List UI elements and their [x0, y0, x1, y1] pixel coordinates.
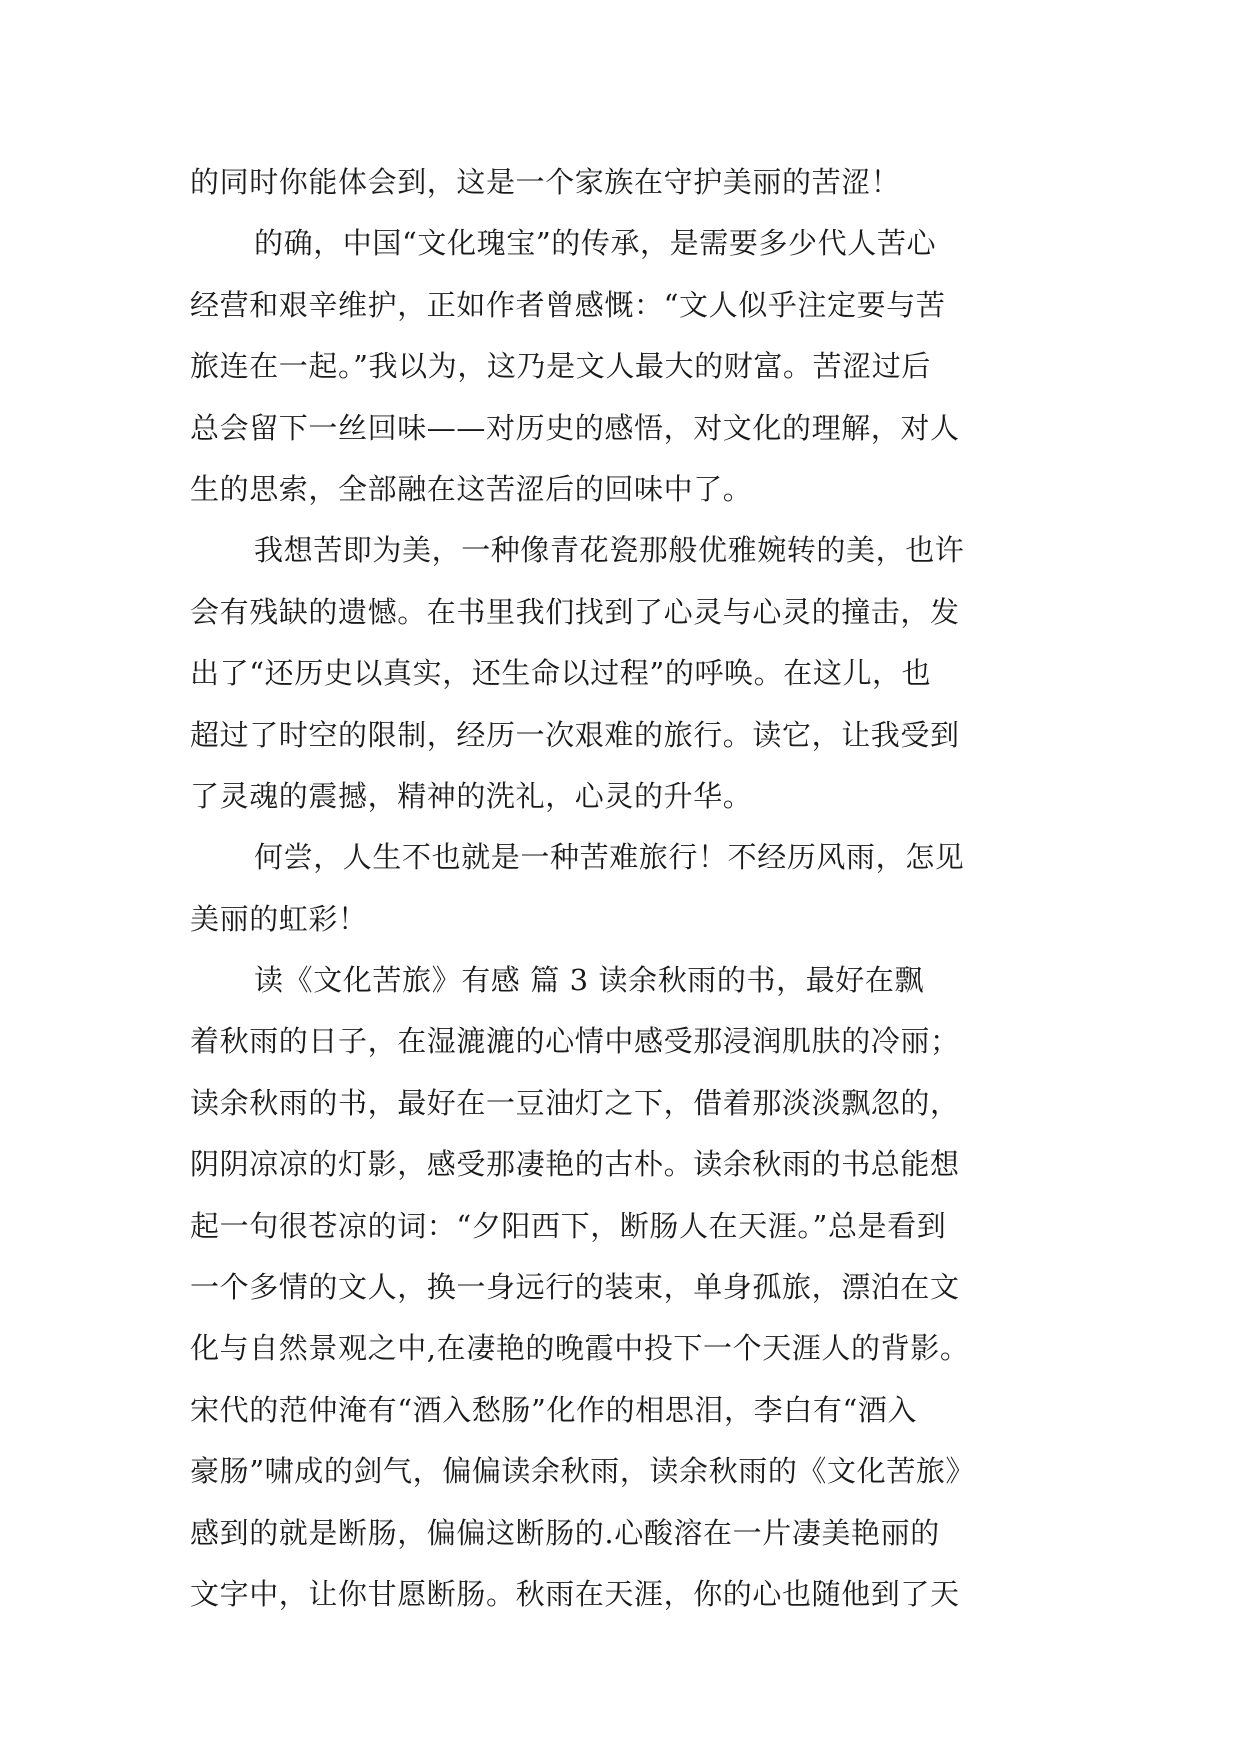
text-line: 读《文化苦旅》有感 篇 3 读余秋雨的书，最好在飘: [254, 963, 925, 998]
text-line: 阴阴凉凉的灯影，感受那凄艳的古朴。读余秋雨的书总能想: [190, 1147, 960, 1182]
text-line: 宋代的范仲淹有“酒入愁肠”化作的相思泪，李白有“酒入: [190, 1392, 918, 1427]
text-line: 读余秋雨的书，最好在一豆油灯之下，借着那淡淡飘忽的，: [190, 1085, 960, 1120]
text-line: 超过了时空的限制，经历一次艰难的旅行。读它，让我受到: [190, 717, 960, 752]
text-line: 美丽的虹彩！: [190, 901, 368, 936]
text-line: 会有残缺的遗憾。在书里我们找到了心灵与心灵的撞击，发: [190, 594, 960, 629]
text-line: 我想苦即为美，一种像青花瓷那般优雅婉转的美，也许: [254, 533, 965, 568]
text-line: 的同时你能体会到，这是一个家族在守护美丽的苦涩！: [190, 165, 901, 199]
text-line: 化与自然景观之中,在凄艳的晚霞中投下一个天涯人的背影。: [190, 1331, 970, 1366]
text-line: 何尝，人生不也就是一种苦难旅行！不经历风雨，怎见: [254, 840, 965, 875]
text-line: 了灵魂的震撼，精神的洗礼，心灵的升华。: [190, 778, 753, 813]
text-line: 起一句很苍凉的词：“夕阳西下，断肠人在天涯。”总是看到: [190, 1208, 947, 1243]
text-line: 生的思索，全部融在这苦涩后的回味中了。: [190, 471, 753, 506]
text-line: 一个多情的文人，换一身远行的装束，单身孤旅，漂泊在文: [190, 1270, 960, 1305]
text-line: 出了“还历史以真实，还生命以过程”的呼唤。在这儿，也: [190, 656, 932, 691]
body-text: [190, 152, 1052, 1625]
text-line: 的确，中国“文化瑰宝”的传承，是需要多少代人苦心: [254, 226, 937, 261]
text-line: 豪肠”啸成的剑气，偏偏读余秋雨，读余秋雨的《文化苦旅》: [190, 1454, 976, 1489]
text-line: 旅连在一起。”我以为，这乃是文人最大的财富。苦涩过后: [190, 349, 931, 384]
text-line: 着秋雨的日子，在湿漉漉的心情中感受那浸润肌肤的冷丽；: [190, 1024, 960, 1059]
text-line: 感到的就是断肠，偏偏这断肠的.心酸溶在一片凄美艳丽的: [190, 1515, 940, 1550]
text-line: 总会留下一丝回味——对历史的感悟，对文化的理解，对人: [190, 410, 960, 445]
text-line: 文字中，让你甘愿断肠。秋雨在天涯，你的心也随他到了天: [190, 1576, 960, 1611]
text-line: 经营和艰辛维护，正如作者曾感慨：“文人似乎注定要与苦: [190, 287, 946, 322]
